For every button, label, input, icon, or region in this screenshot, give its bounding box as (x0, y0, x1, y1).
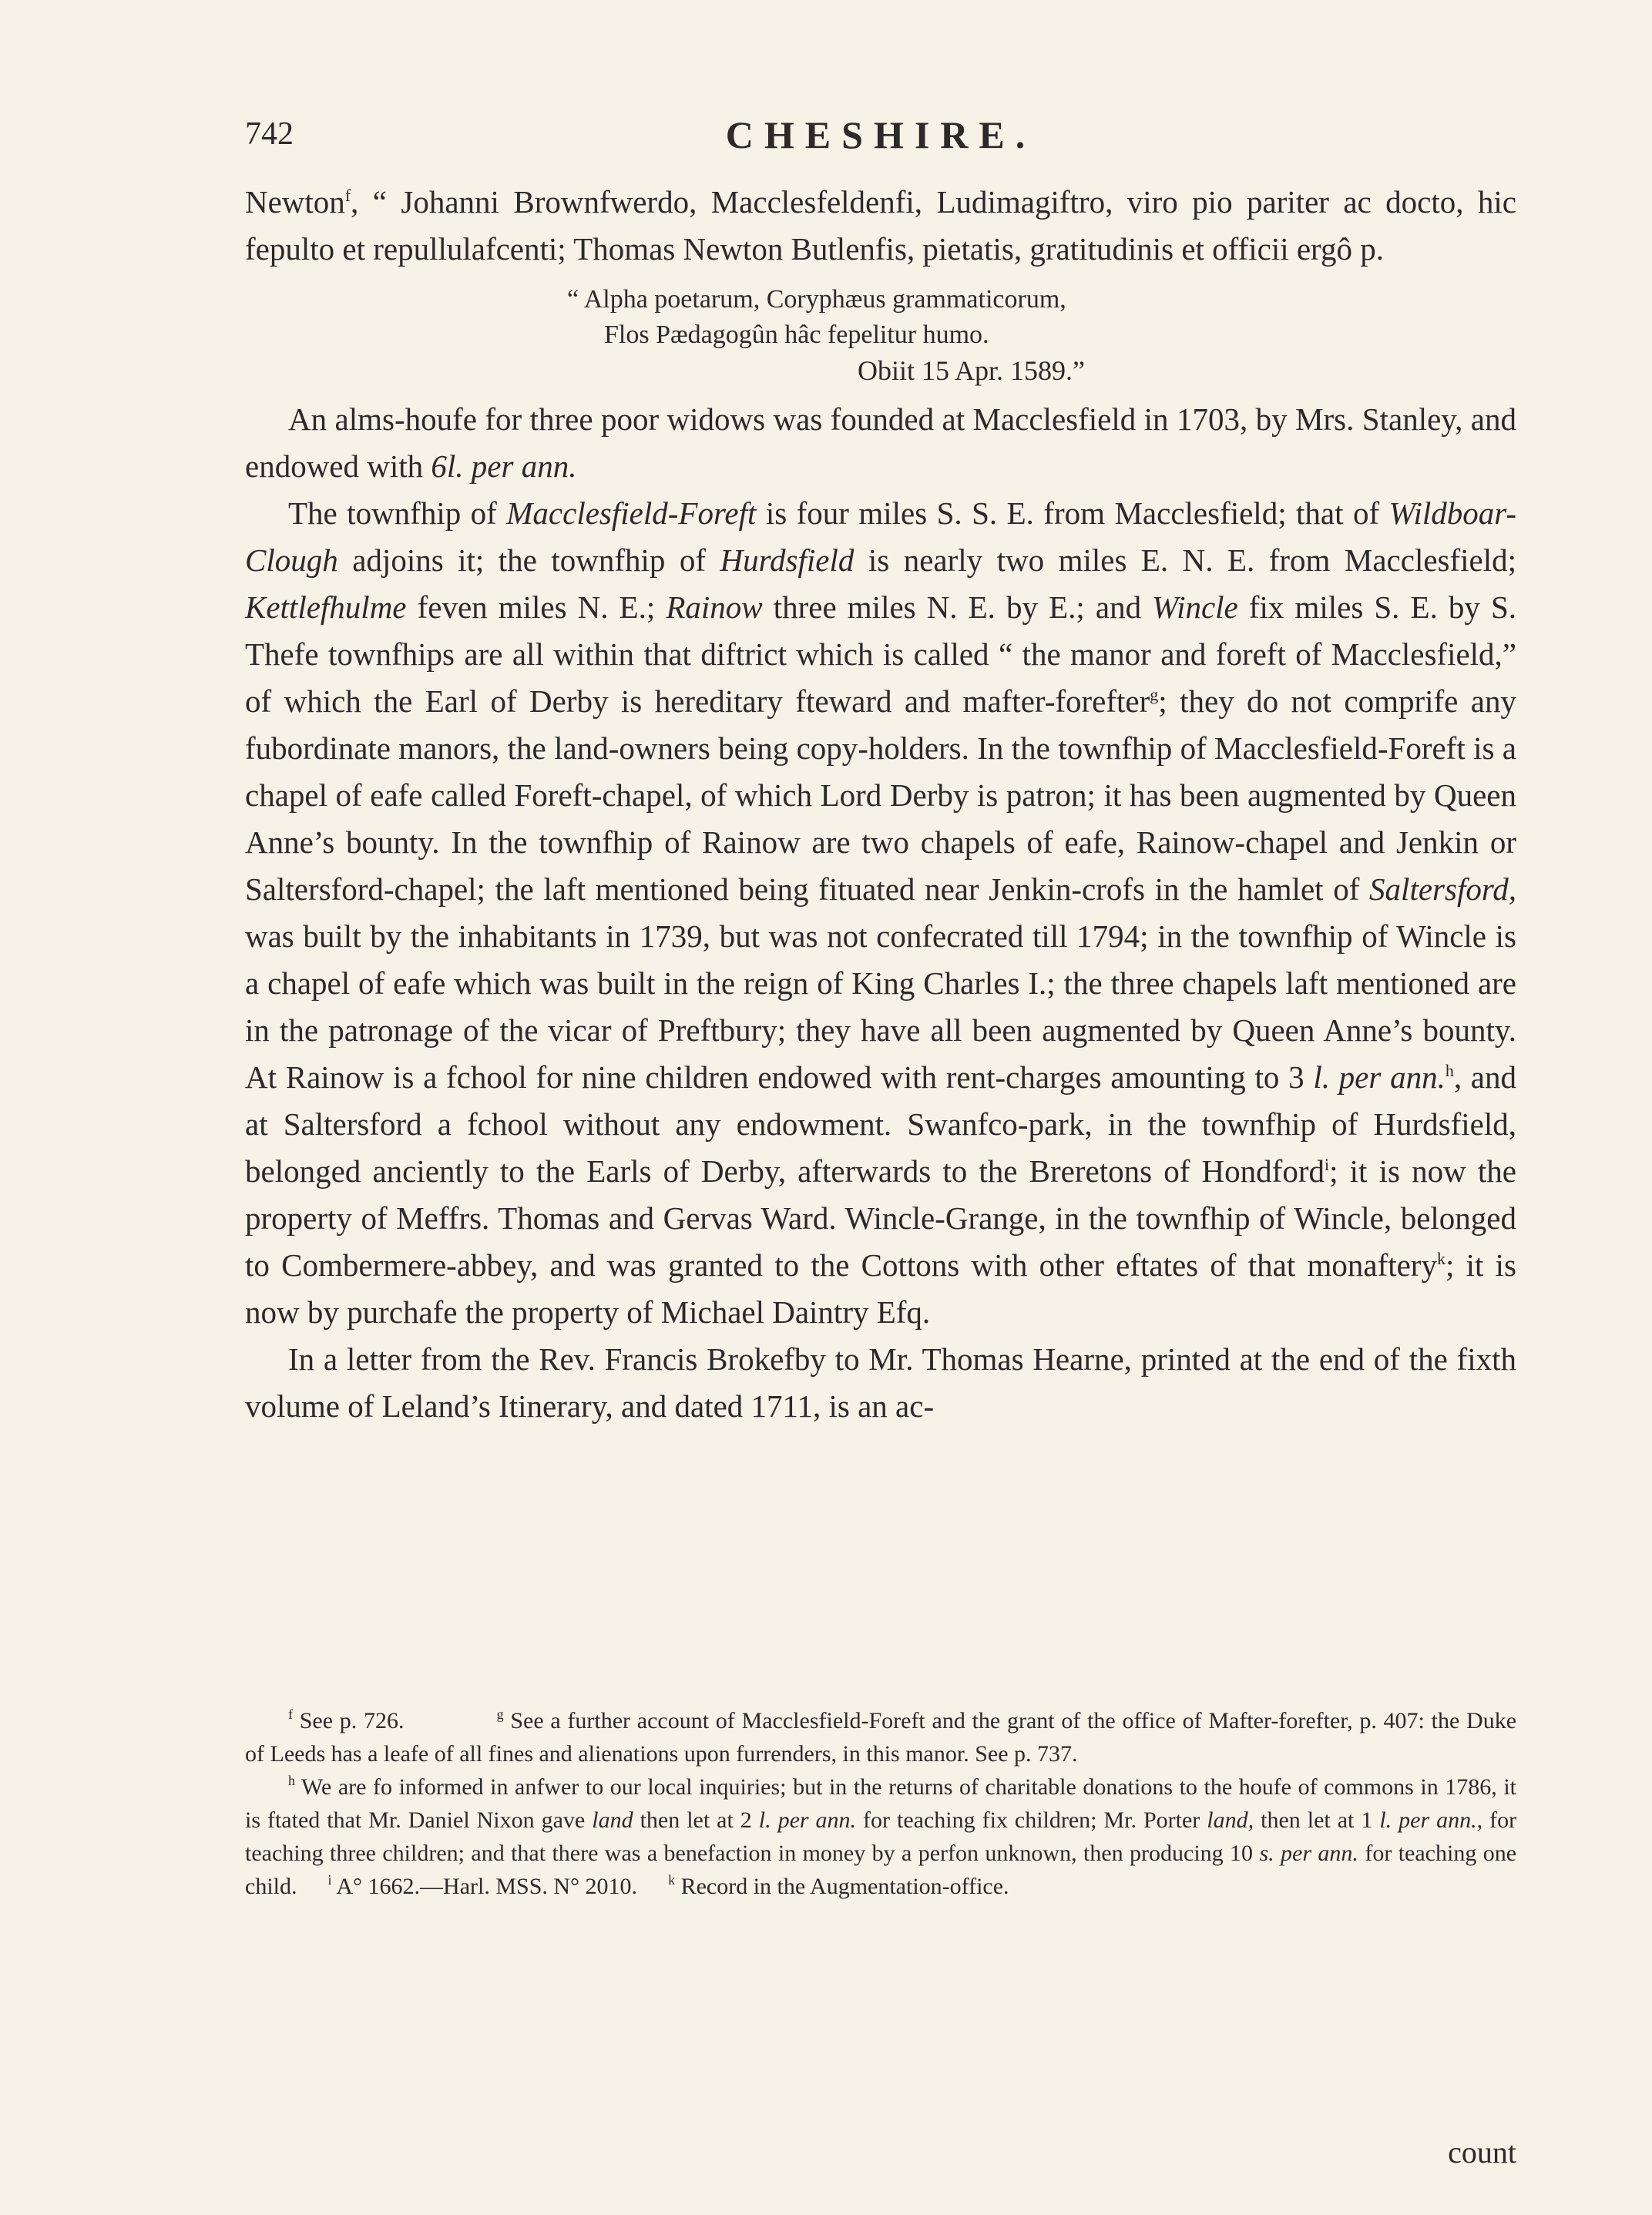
paragraph-4: In a letter from the Rev. Francis Brokefby to Mr. Thomas Hearne, printed at the end of the fixth volume of Leland’s Itinerary, and dated 1711, is an ac- (245, 1341, 1516, 1424)
epitaph-verse (245, 282, 1516, 388)
footnotes (245, 1704, 1516, 1903)
paragraph-2: An alms-houfe for three poor widows was founded at Macclesfield in 1703, by Mrs. Stanley, and endowed with 6l. per ann. (245, 401, 1516, 484)
footnote-ref-f: f (344, 186, 351, 205)
catchword: count (1448, 2135, 1516, 2170)
footnote-h-i-k: $^h$ We are fo informed in anfwer to our local inquiries; but in the returns of charitable donations to the houfe of commons in 1786, it is ftated that Mr. Daniel Nixon gave land then let at 2 l. per ann. for teaching fix children; Mr. Porter land, then let at 1 l. per ann., for teaching three children; and that there was a benefaction in money by a perfon unknown, then producing 10 s. per ann. for teaching one child. $^i$ A° 1662.—Harl. MSS. N° 2010. $^k$ Record in the Augmentation-office. (245, 1773, 1517, 1899)
footnote-ref-k: k (1436, 1249, 1446, 1268)
footnote-f: See p. 726. (299, 1708, 405, 1733)
footnote-k: Record in the Augmentation-office. (680, 1874, 1009, 1899)
body-text (245, 179, 1516, 1430)
footnote-i: A° 1662.—Harl. MSS. N° 2010. (336, 1874, 638, 1899)
footnote-f-g: $^f$ See p. 726. $^g$ See a further account of Macclesfield-Foreft and the grant of the office of Mafter-forefter, p. 407: the Duke of Leeds has a leafe of all fines and alienations upon furrenders, in this manor. See p. 737. (245, 1707, 1517, 1767)
verse-line-2: Flos Pædagogûn hâc fepelitur humo. (604, 321, 989, 349)
footnote-ref-i: i (1324, 1155, 1330, 1174)
page-number: 742 (245, 116, 294, 152)
paragraph-1: Newton$^f$, “ Johanni Brownfwerdo, Macclesfeldenfi, Ludimagiftro, viro pio pariter ac docto, hic fepulto et repullulafcenti; Thomas Newton Butlenfis, pietatis, gratitudinis et officii ergô p. (245, 184, 1516, 267)
paragraph-3: The townfhip of Macclesfield-Foreft is four miles S. S. E. from Macclesfield; that of Wildboar-Clough adjoins it; the townfhip of Hurdsfield is nearly two miles E. N. E. from Macclesfield; Kettlefhulme feven miles N. E.; Rainow three miles N. E. by E.; and Wincle fix miles S. E. by S. Thefe townfhips are all within that diftrict which is called “ the manor and foreft of Macclesfield,” of which the Earl of Derby is hereditary fteward and mafter-forefter$^g$; they do not comprife any fubordinate manors, the land-owners being copy-holders. In the townfhip of Macclesfield-Foreft is a chapel of eafe called Foreft-chapel, of which Lord Derby is patron; it has been augmented by Queen Anne’s bounty. In the townfhip of Rainow are two chapels of eafe, Rainow-chapel and Jenkin or Saltersford-chapel; the laft mentioned being fituated near Jenkin-crofs in the hamlet of Saltersford, was built by the inhabitants in 1739, but was not confecrated till 1794; in the townfhip of Wincle is a chapel of eafe which was built in the reign of King Charles I.; the three chapels laft mentioned are in the patronage of the vicar of Preftbury; they have all been augmented by Queen Anne’s bounty. At Rainow is a fchool for nine children endowed with rent-charges amounting to 3 l. per ann.$^h$, and at Saltersford a fchool without any endowment. Swanfco-park, in the townfhip of Hurdsfield, belonged anciently to the Earls of Derby, afterwards to the Breretons of Hondford$^i$; it is now the property of Meffrs. Thomas and Gervas Ward. Wincle-Grange, in the townfhip of Wincle, belonged to Combermere-abbey, and was granted to the Cottons with other eftates of that monaftery$^k$; it is now by purchafe the property of Michael Daintry Efq. (245, 495, 1517, 1330)
footnote-ref-h: h (1445, 1061, 1454, 1080)
footnote-ref-g: g (1150, 685, 1159, 704)
page-header (245, 113, 1516, 169)
footnote-g: See a further account of Macclesfield-Foreft and the grant of the office of Mafter-forefter, p. 407: the Duke of Leeds has a leafe of all fines and alienations upon furrenders, in this manor. See p. 737. (245, 1708, 1517, 1767)
verse-date: Obiit 15 Apr. 1589.” (858, 355, 1085, 386)
verse-line-1: “ Alpha poetarum, Coryphæus grammaticorum, (567, 285, 1066, 314)
running-title: CHESHIRE. (725, 113, 1036, 156)
